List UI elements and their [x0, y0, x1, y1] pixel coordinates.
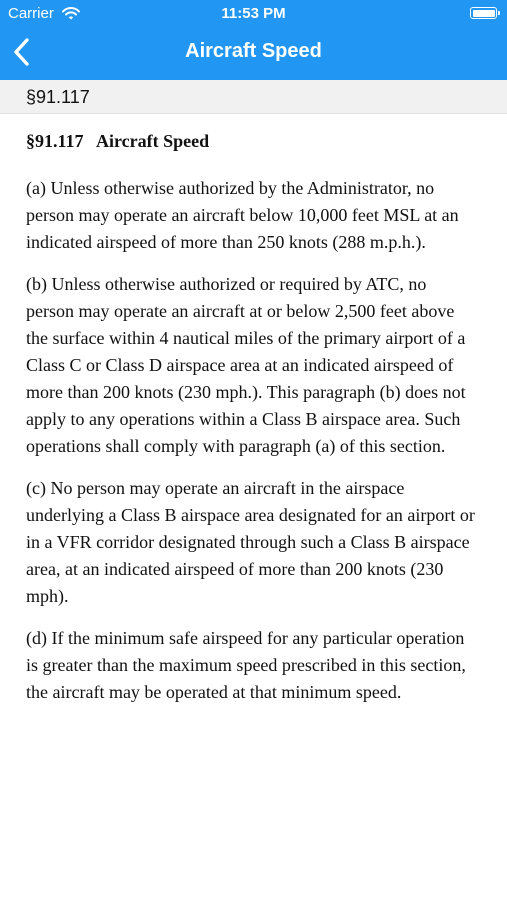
section-header	[0, 80, 507, 114]
article-heading: §91.117 Aircraft Speed	[26, 131, 210, 151]
battery-icon	[470, 7, 497, 19]
nav-bar	[0, 0, 507, 80]
article-body	[26, 128, 478, 721]
paragraph-c: (c) No person may operate an aircraft in the airspace underlying a Class B airspace area designated for an airport or in a VFR corridor designated through such a Class B airspace area, at an indicated airspeed of more than 200 knots (230 mph).	[26, 478, 475, 606]
paragraph-b: (b) Unless otherwise authorized or required by ATC, no person may operate an aircraft at or below 2,500 feet above the surface within 4 nautical miles of the primary airport of a Class C or Class D airspace area at an indicated airspeed of more than 200 knots (230 mph.). This paragraph (b) does not apply to any operations within a Class B airspace area. Such operations shall comply with paragraph (a) of this section.	[26, 274, 466, 456]
paragraph-d: (d) If the minimum safe airspeed for any particular operation is greater than the maximum speed prescribed in this section, the aircraft may be operated at that minimum speed.	[26, 628, 466, 702]
page-title: Aircraft Speed	[185, 40, 322, 62]
paragraph-a: (a) Unless otherwise authorized by the Administrator, no person may operate an aircraft below 10,000 feet MSL at an indicated airspeed of more than 250 knots (288 m.p.h.).	[26, 178, 459, 252]
status-bar	[0, 0, 507, 28]
carrier-label: Carrier	[8, 5, 54, 22]
section-label: §91.117	[26, 87, 90, 107]
status-time: 11:53 PM	[221, 5, 286, 22]
